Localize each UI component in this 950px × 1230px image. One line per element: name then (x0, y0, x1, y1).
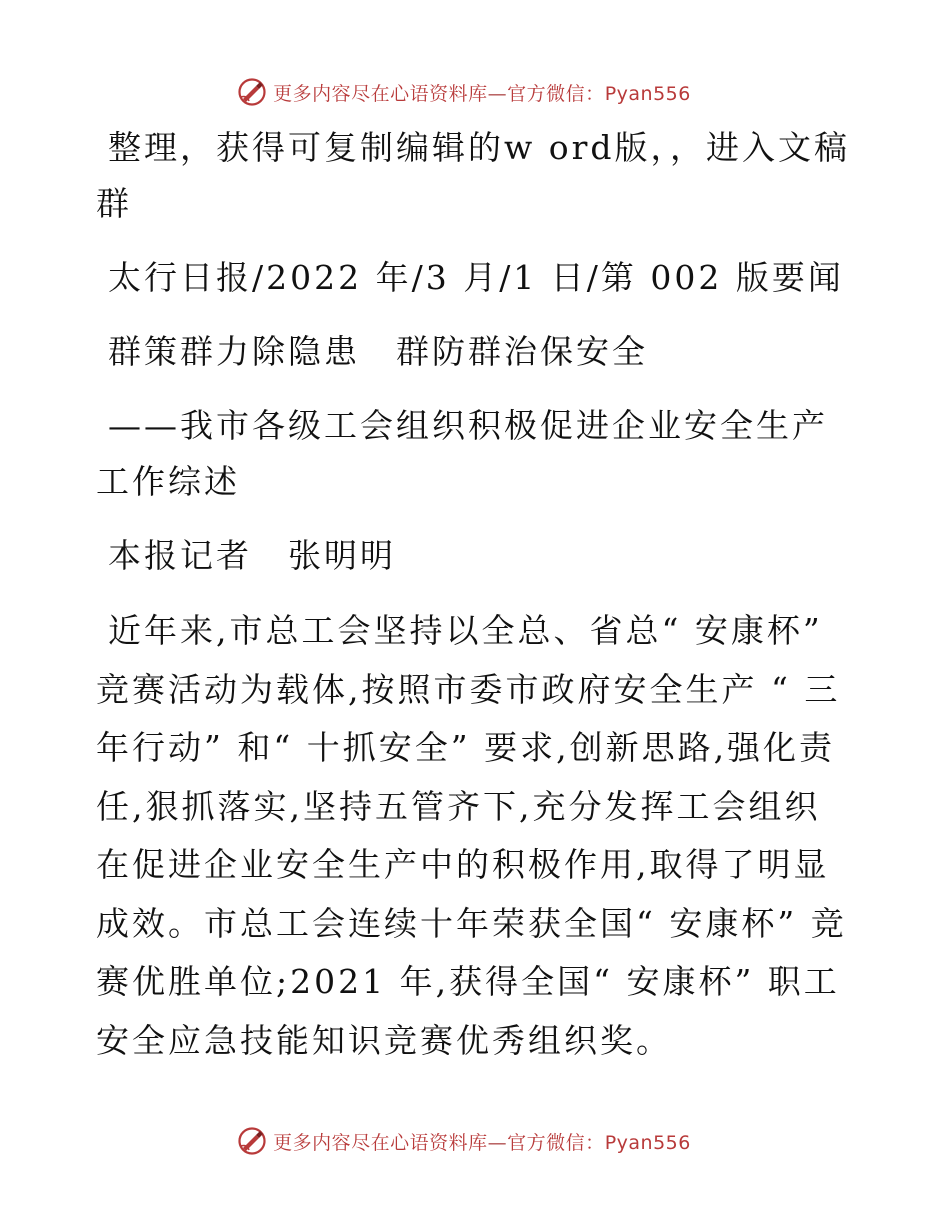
body-paragraph: 近年来,市总工会坚持以全总、省总“ 安康杯” 竞赛活动为载体,按照市委市政府安全生产 “ 三年行动” 和“ 十抓安全” 要求,创新思路,强化责任,狠抓落实,坚持五管齐下,充分发挥工会组织在促进企业安全生产中的积极作用,取得了明显成效。市总工会连续十年荣获全国“ 安康杯” 竞赛优胜单位;2021 年,获得全国“ 安康杯” 职工安全应急技能知识竞赛优秀组织奖。 (96, 611, 847, 1060)
intro-text: 整理，获得可复制编辑的w ord版，，进入文稿群 (96, 128, 851, 223)
banner-site-text: 更多内容尽在心语资料库 (273, 1131, 488, 1154)
footer-banner (0, 1121, 950, 1161)
byline: 本报记者 张明明 (108, 536, 396, 575)
banner-wechat-id: Pyan556 (604, 82, 691, 105)
banner-wechat-label: 官方微信： (507, 1131, 605, 1154)
pen-logo-icon (237, 77, 267, 107)
banner-separator: — (487, 82, 508, 105)
header-banner (0, 72, 950, 112)
pen-logo-icon (237, 1126, 267, 1156)
source-line: 太行日报/2022 年/3 月/1 日/第 002 版要闻 (108, 258, 844, 297)
banner-text (273, 1128, 691, 1155)
banner-site-text: 更多内容尽在心语资料库 (273, 82, 488, 105)
document-body (96, 120, 856, 1070)
banner-wechat-id: Pyan556 (604, 1131, 691, 1154)
banner-text (273, 79, 691, 106)
banner-separator: — (487, 1131, 508, 1154)
subheadline: ——我市各级工会组织积极促进企业安全生产工作综述 (96, 406, 828, 501)
banner-wechat-label: 官方微信： (507, 82, 605, 105)
headline: 群策群力除隐患 群防群治保安全 (108, 332, 648, 371)
